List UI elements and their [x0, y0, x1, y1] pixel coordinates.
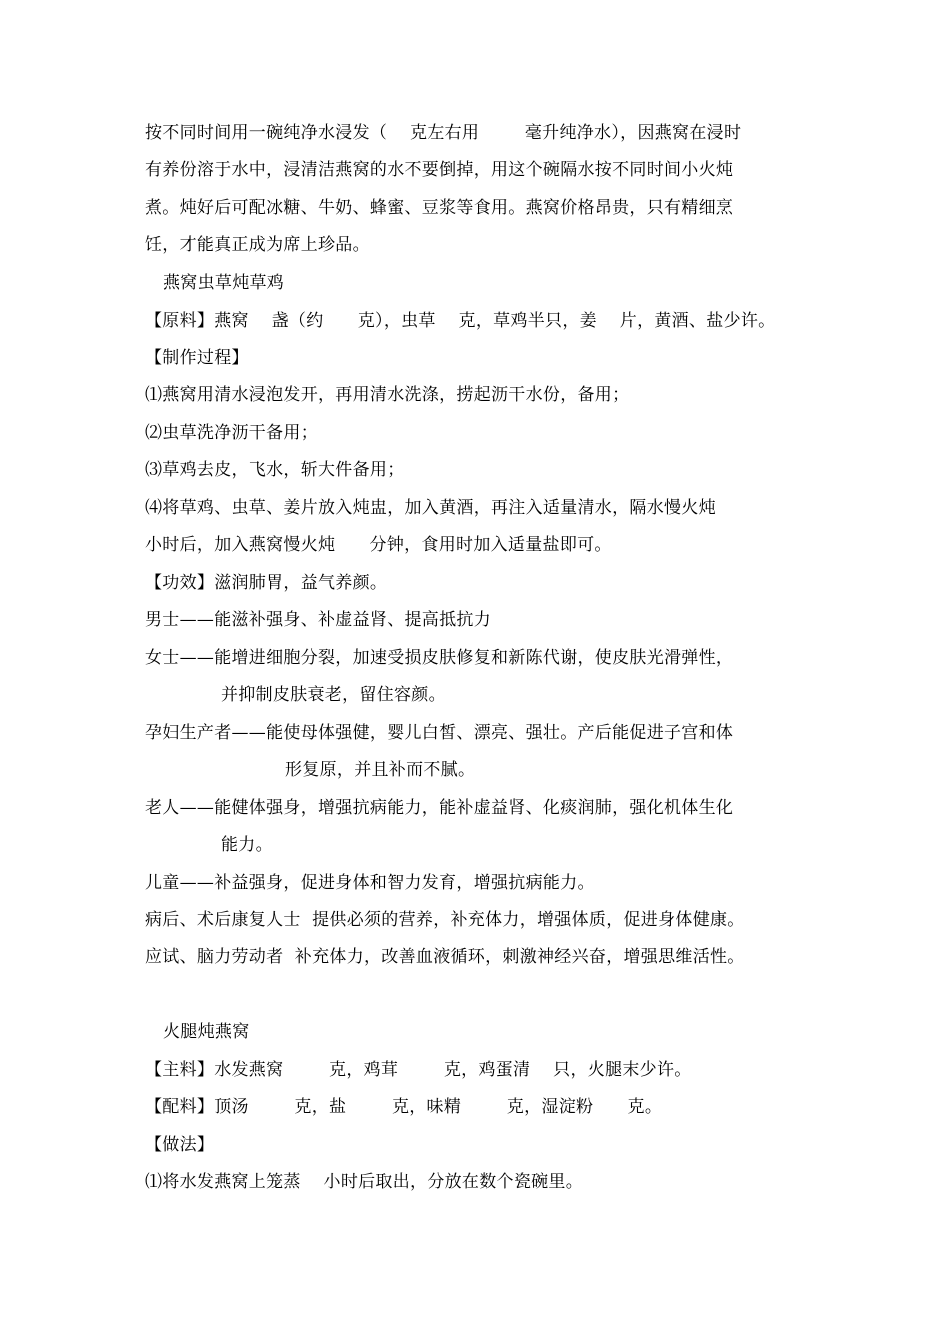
recipe1-effect: 【功效】滋润肺胃，益气养颜。 — [145, 573, 388, 593]
recipe2-main-ingredients: 【主料】水发燕窝 克，鸡茸 克，鸡蛋清 只，火腿末少许。 — [145, 1060, 692, 1080]
recipe2-title: 火腿炖燕窝 — [163, 1022, 250, 1042]
benefit-pregnant-a: 孕妇生产者——能使母体强健，婴儿白皙、漂亮、强壮。产后能促进子宫和体 — [145, 723, 734, 743]
benefit-men: 男士——能滋补强身、补虚益肾、提高抵抗力 — [145, 610, 491, 630]
benefit-elderly-a: 老人——能健体强身，增强抗病能力，能补虚益肾、化痰润肺，强化机体生化 — [145, 798, 734, 818]
recipe1-title: 燕窝虫草炖草鸡 — [163, 273, 285, 293]
benefit-recovery: 病后、术后康复人士 提供必须的营养，补充体力，增强体质，促进身体健康。 — [145, 910, 745, 930]
benefit-women-b: 并抑制皮肤衰老，留住容颜。 — [221, 685, 446, 705]
recipe2-step-1: ⑴将水发燕窝上笼蒸 小时后取出，分放在数个瓷碗里。 — [145, 1172, 584, 1192]
recipe1-step-1: ⑴燕窝用清水浸泡发开，再用清水洗涤，捞起沥干水份，备用； — [145, 385, 630, 405]
benefit-pregnant-b: 形复原，并且补而不腻。 — [285, 760, 476, 780]
recipe1-step-4b: 小时后，加入燕窝慢火炖 分钟，食用时加入适量盐即可。 — [145, 535, 612, 555]
recipe1-step-4a: ⑷将草鸡、虫草、姜片放入炖盅，加入黄酒，再注入适量清水，隔水慢火炖 — [145, 498, 716, 518]
recipe2-aux-ingredients: 【配料】顶汤 克，盐 克，味精 克，湿淀粉 克。 — [145, 1097, 663, 1117]
recipe1-step-2: ⑵虫草洗净沥干备用； — [145, 423, 318, 443]
benefit-elderly-b: 能力。 — [221, 835, 273, 855]
intro-line-4: 饪，才能真正成为席上珍品。 — [145, 235, 370, 255]
intro-line-3: 煮。炖好后可配冰糖、牛奶、蜂蜜、豆浆等食用。燕窝价格昂贵，只有精细烹 — [145, 198, 734, 218]
benefit-women-a: 女士——能增进细胞分裂，加速受损皮肤修复和新陈代谢，使皮肤光滑弹性， — [145, 648, 734, 668]
benefit-exam: 应试、脑力劳动者 补充体力，改善血液循环，刺激神经兴奋，增强思维活性。 — [145, 947, 745, 967]
recipe1-ingredients: 【原料】燕窝 盏（约 克），虫草 克，草鸡半只，姜 片，黄酒、盐少许。 — [145, 311, 776, 331]
recipe1-step-3: ⑶草鸡去皮，飞水，斩大件备用； — [145, 460, 405, 480]
intro-line-1: 按不同时间用一碗纯净水浸发（ 克左右用 毫升纯净水），因燕窝在浸时 — [145, 123, 742, 143]
recipe2-method-heading: 【做法】 — [145, 1135, 215, 1155]
intro-line-2: 有养份溶于水中，浸清洁燕窝的水不要倒掉，用这个碗隔水按不同时间小火炖 — [145, 160, 734, 180]
recipe1-process-heading: 【制作过程】 — [145, 348, 249, 368]
benefit-children: 儿童——补益强身，促进身体和智力发育，增强抗病能力。 — [145, 873, 595, 893]
